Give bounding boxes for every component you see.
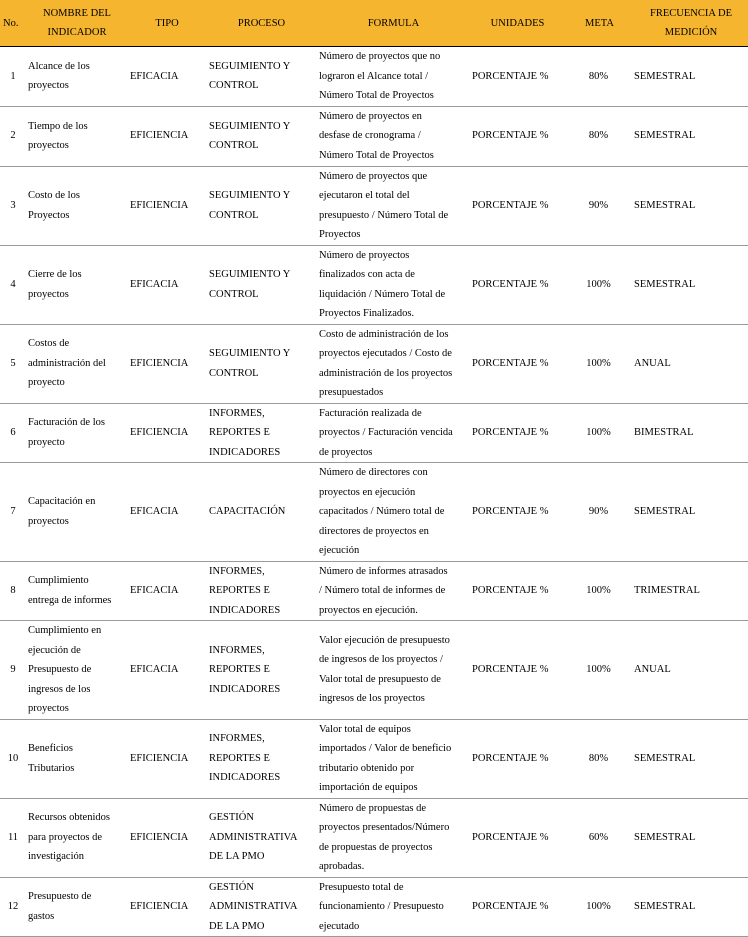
indicator-name-cell <box>26 877 128 937</box>
indicator-frequency-cell <box>634 463 748 562</box>
indicator-units: PORCENTAJE % <box>472 752 549 764</box>
indicator-formula-cell <box>317 245 470 324</box>
indicator-formula: Número de proyectos en desfase de cronograma / Número Total de Proyectos <box>319 110 434 161</box>
indicator-goal: 80% <box>588 70 609 82</box>
indicator-name: Alcance de los proyectos <box>28 60 90 92</box>
indicator-frequency: ANUAL <box>634 357 671 369</box>
indicator-type: EFICIENCIA <box>130 199 189 211</box>
indicator-goal-cell <box>565 47 634 107</box>
indicator-type-cell <box>128 877 206 937</box>
indicator-name: Beneficios Tributarios <box>28 743 75 774</box>
row-number-cell <box>0 798 26 877</box>
row-number: 8 <box>10 585 16 596</box>
indicator-units-cell <box>470 877 565 937</box>
indicator-process-cell <box>206 166 317 245</box>
indicator-type-cell <box>128 719 206 798</box>
indicator-name-cell <box>26 463 128 562</box>
indicator-process-cell <box>206 106 317 166</box>
indicator-name-cell <box>26 403 128 463</box>
indicator-units: PORCENTAJE % <box>472 130 549 142</box>
indicator-formula: Valor total de equipos importados / Valor de beneficio tributario obtenido por importación de equipos <box>319 723 452 793</box>
table-row <box>0 166 748 245</box>
indicator-goal-cell <box>565 877 634 937</box>
indicator-name: Presupuesto de gastos <box>28 891 92 922</box>
indicator-name: Recursos obtenidos para proyectos de investigación <box>28 812 110 863</box>
indicator-type-cell <box>128 403 206 463</box>
header-unidades: UNIDADES <box>470 0 565 47</box>
indicator-type: EFICACIA <box>130 585 179 596</box>
indicator-type-cell <box>128 245 206 324</box>
indicator-formula-cell <box>317 877 470 937</box>
table-row <box>0 463 748 562</box>
indicator-goal-cell <box>565 166 634 245</box>
indicator-process: SEGUIMIENTO Y CONTROL <box>209 120 291 151</box>
row-number: 7 <box>10 506 16 517</box>
indicator-name: Cumplimiento entrega de informes <box>28 575 112 606</box>
indicator-units-cell <box>470 719 565 798</box>
table-row <box>0 621 748 720</box>
indicator-frequency: SEMESTRAL <box>634 278 696 290</box>
indicator-goal-cell <box>565 798 634 877</box>
indicator-formula-cell <box>317 719 470 798</box>
indicator-process: SEGUIMIENTO Y CONTROL <box>209 269 291 300</box>
indicator-formula: Número de proyectos finalizados con acta de liquidación / Número Total de Proyectos Finalizados. <box>319 249 446 319</box>
indicator-frequency-cell <box>634 621 748 720</box>
indicator-name: Facturación de los proyecto <box>28 417 105 448</box>
row-number-cell <box>0 403 26 463</box>
indicator-formula: Número de informes atrasados / Número total de informes de proyectos en ejecución. <box>319 565 448 616</box>
indicator-frequency: BIMESTRAL <box>634 427 694 438</box>
indicator-formula: Presupuesto total de funcionamiento / Presupuesto ejecutado <box>319 881 444 932</box>
indicator-goal: 100% <box>586 357 611 369</box>
indicator-units-cell <box>470 621 565 720</box>
indicator-process: SEGUIMIENTO Y CONTROL <box>209 190 291 221</box>
row-number-cell <box>0 324 26 403</box>
header-no: No. <box>0 0 26 47</box>
indicator-goal: 90% <box>588 199 609 211</box>
table-row <box>0 245 748 324</box>
indicator-goal: 100% <box>586 278 611 290</box>
indicator-process: GESTIÓN ADMINISTRATIVA DE LA PMO <box>209 881 298 932</box>
table-row <box>0 798 748 877</box>
indicator-frequency: TRIMESTRAL <box>634 585 700 596</box>
indicator-goal: 80% <box>588 752 609 764</box>
row-number: 2 <box>10 130 16 142</box>
indicator-name: Costos de administración del proyecto <box>28 338 106 389</box>
row-number: 6 <box>10 427 16 438</box>
indicator-goal-cell <box>565 403 634 463</box>
indicator-name-cell <box>26 166 128 245</box>
indicator-goal-cell <box>565 561 634 621</box>
indicator-goal: 60% <box>588 831 609 843</box>
table-row <box>0 106 748 166</box>
row-number: 12 <box>7 901 19 912</box>
row-number-cell <box>0 877 26 937</box>
table-row <box>0 403 748 463</box>
indicator-formula-cell <box>317 106 470 166</box>
indicator-formula-cell <box>317 463 470 562</box>
indicator-units: PORCENTAJE % <box>472 278 549 290</box>
indicator-goal-cell <box>565 719 634 798</box>
indicator-process: SEGUIMIENTO Y CONTROL <box>209 60 291 92</box>
indicator-frequency: SEMESTRAL <box>634 130 696 142</box>
indicator-type: EFICACIA <box>130 278 179 290</box>
indicator-units: PORCENTAJE % <box>472 506 549 517</box>
row-number-cell <box>0 561 26 621</box>
indicator-name-cell <box>26 106 128 166</box>
indicator-type: EFICIENCIA <box>130 901 189 912</box>
indicator-name: Cumplimiento en ejecución de Presupuesto de ingresos de los proyectos <box>28 625 102 714</box>
header-tipo: TIPO <box>128 0 206 47</box>
row-number: 4 <box>10 278 16 290</box>
indicator-units-cell <box>470 106 565 166</box>
indicator-formula-cell <box>317 403 470 463</box>
indicator-frequency-cell <box>634 106 748 166</box>
indicator-process: INFORMES, REPORTES E INDICADORES <box>209 644 281 695</box>
indicator-formula: Facturación realizada de proyectos / Facturación vencida de proyectos <box>319 407 453 458</box>
table-row <box>0 324 748 403</box>
indicator-process: INFORMES, REPORTES E INDICADORES <box>209 407 281 458</box>
indicator-frequency: ANUAL <box>634 664 671 675</box>
indicator-units: PORCENTAJE % <box>472 901 549 912</box>
row-number-cell <box>0 463 26 562</box>
indicator-frequency-cell <box>634 47 748 107</box>
indicator-type: EFICIENCIA <box>130 752 189 764</box>
indicator-goal: 100% <box>586 901 611 912</box>
indicator-process-cell <box>206 245 317 324</box>
indicator-name-cell <box>26 47 128 107</box>
indicator-goal-cell <box>565 463 634 562</box>
indicator-process: INFORMES, REPORTES E INDICADORES <box>209 733 281 784</box>
indicator-name-cell <box>26 798 128 877</box>
row-number: 11 <box>7 831 19 843</box>
indicator-units: PORCENTAJE % <box>472 427 549 438</box>
indicator-goal: 90% <box>588 506 609 517</box>
indicator-process: CAPACITACIÓN <box>209 506 286 517</box>
indicator-formula: Número de proyectos que ejecutaron el total del presupuesto / Número Total de Proyectos <box>319 170 449 240</box>
indicator-type: EFICIENCIA <box>130 427 189 438</box>
header-nombre: NOMBRE DEL INDICADOR <box>26 0 128 47</box>
indicator-type-cell <box>128 47 206 107</box>
indicator-type: EFICIENCIA <box>130 130 189 142</box>
indicator-units-cell <box>470 245 565 324</box>
indicator-name: Capacitación en proyectos <box>28 496 96 527</box>
header-meta: META <box>565 0 634 47</box>
indicator-type-cell <box>128 166 206 245</box>
indicator-formula-cell <box>317 798 470 877</box>
indicator-units-cell <box>470 166 565 245</box>
indicator-process-cell <box>206 463 317 562</box>
indicator-formula-cell <box>317 47 470 107</box>
indicator-name: Cierre de los proyectos <box>28 269 82 300</box>
row-number-cell <box>0 47 26 107</box>
indicator-process: INFORMES, REPORTES E INDICADORES <box>209 565 281 616</box>
indicator-type-cell <box>128 463 206 562</box>
indicator-formula: Número de propuestas de proyectos presentados/Número de propuestas de proyectos aprobadas. <box>319 802 450 872</box>
indicator-frequency-cell <box>634 166 748 245</box>
indicator-units-cell <box>470 403 565 463</box>
indicator-name-cell <box>26 324 128 403</box>
indicator-process-cell <box>206 877 317 937</box>
indicator-frequency: SEMESTRAL <box>634 199 696 211</box>
indicator-type: EFICACIA <box>130 664 179 675</box>
header-proceso: PROCESO <box>206 0 317 47</box>
indicator-formula: Número de directores con proyectos en ejecución capacitados / Número total de directores de proyectos en ejecución <box>319 467 445 556</box>
indicator-frequency: SEMESTRAL <box>634 506 696 517</box>
indicator-frequency: SEMESTRAL <box>634 901 696 912</box>
row-number: 5 <box>10 357 16 369</box>
indicator-process-cell <box>206 798 317 877</box>
indicator-goal: 100% <box>586 427 611 438</box>
indicator-units: PORCENTAJE % <box>472 664 549 675</box>
indicator-process-cell <box>206 719 317 798</box>
indicator-goal: 100% <box>586 664 611 675</box>
indicator-units: PORCENTAJE % <box>472 70 549 82</box>
header-row <box>0 0 748 47</box>
table-row <box>0 561 748 621</box>
indicator-goal: 100% <box>586 585 611 596</box>
indicator-name-cell <box>26 561 128 621</box>
indicator-name-cell <box>26 719 128 798</box>
indicator-type-cell <box>128 798 206 877</box>
indicator-formula-cell <box>317 561 470 621</box>
indicator-units: PORCENTAJE % <box>472 199 549 211</box>
header-frecuencia: FRECUENCIA DE MEDICIÓN <box>634 0 748 47</box>
indicator-type-cell <box>128 561 206 621</box>
row-number: 1 <box>10 70 16 82</box>
indicator-units-cell <box>470 798 565 877</box>
indicator-frequency: SEMESTRAL <box>634 70 696 82</box>
indicator-process: GESTIÓN ADMINISTRATIVA DE LA PMO <box>209 812 298 863</box>
indicator-formula-cell <box>317 324 470 403</box>
indicator-formula: Número de proyectos que no lograron el Alcance total / Número Total de Proyectos <box>319 51 441 101</box>
table-row <box>0 719 748 798</box>
indicator-frequency-cell <box>634 245 748 324</box>
indicator-name: Costo de los Proyectos <box>28 190 80 221</box>
indicator-formula: Costo de administración de los proyectos ejecutados / Costo de administración de los proyectos presupuestados <box>319 328 453 398</box>
indicator-process-cell <box>206 47 317 107</box>
row-number-cell <box>0 245 26 324</box>
indicator-units-cell <box>470 47 565 107</box>
indicator-type: EFICIENCIA <box>130 357 189 369</box>
indicator-name-cell <box>26 245 128 324</box>
row-number-cell <box>0 166 26 245</box>
indicator-process-cell <box>206 324 317 403</box>
indicator-formula-cell <box>317 166 470 245</box>
indicator-type: EFICACIA <box>130 506 179 517</box>
indicator-process-cell <box>206 403 317 463</box>
header-formula: FORMULA <box>317 0 470 47</box>
indicator-process-cell <box>206 621 317 720</box>
indicator-frequency: SEMESTRAL <box>634 831 696 843</box>
indicator-frequency-cell <box>634 324 748 403</box>
indicator-name-cell <box>26 621 128 720</box>
indicator-frequency-cell <box>634 798 748 877</box>
indicator-type: EFICACIA <box>130 70 179 82</box>
table-row <box>0 47 748 107</box>
indicator-units: PORCENTAJE % <box>472 357 549 369</box>
indicator-process-cell <box>206 561 317 621</box>
indicator-type-cell <box>128 106 206 166</box>
indicator-name: Tiempo de los proyectos <box>28 120 88 151</box>
indicator-frequency-cell <box>634 561 748 621</box>
indicator-formula: Valor ejecución de presupuesto de ingresos de los proyectos / Valor total de presupuesto de ingresos de los proyectos <box>319 634 450 705</box>
row-number-cell <box>0 621 26 720</box>
row-number-cell <box>0 106 26 166</box>
indicator-units: PORCENTAJE % <box>472 831 549 843</box>
indicator-goal: 80% <box>588 130 609 142</box>
indicator-units-cell <box>470 463 565 562</box>
indicator-frequency-cell <box>634 877 748 937</box>
row-number: 3 <box>10 199 16 211</box>
indicator-units-cell <box>470 324 565 403</box>
indicator-type-cell <box>128 621 206 720</box>
row-number-cell <box>0 719 26 798</box>
indicator-frequency-cell <box>634 719 748 798</box>
indicator-type: EFICIENCIA <box>130 831 189 843</box>
indicator-type-cell <box>128 324 206 403</box>
indicator-units-cell <box>470 561 565 621</box>
indicator-process: SEGUIMIENTO Y CONTROL <box>209 348 291 379</box>
indicator-goal-cell <box>565 324 634 403</box>
table-row <box>0 877 748 937</box>
indicator-frequency-cell <box>634 403 748 463</box>
indicator-goal-cell <box>565 245 634 324</box>
indicator-formula-cell <box>317 621 470 720</box>
row-number: 9 <box>10 664 16 675</box>
indicator-goal-cell <box>565 621 634 720</box>
indicator-frequency: SEMESTRAL <box>634 752 696 764</box>
indicator-units: PORCENTAJE % <box>472 585 549 596</box>
row-number: 10 <box>7 752 19 764</box>
indicator-goal-cell <box>565 106 634 166</box>
